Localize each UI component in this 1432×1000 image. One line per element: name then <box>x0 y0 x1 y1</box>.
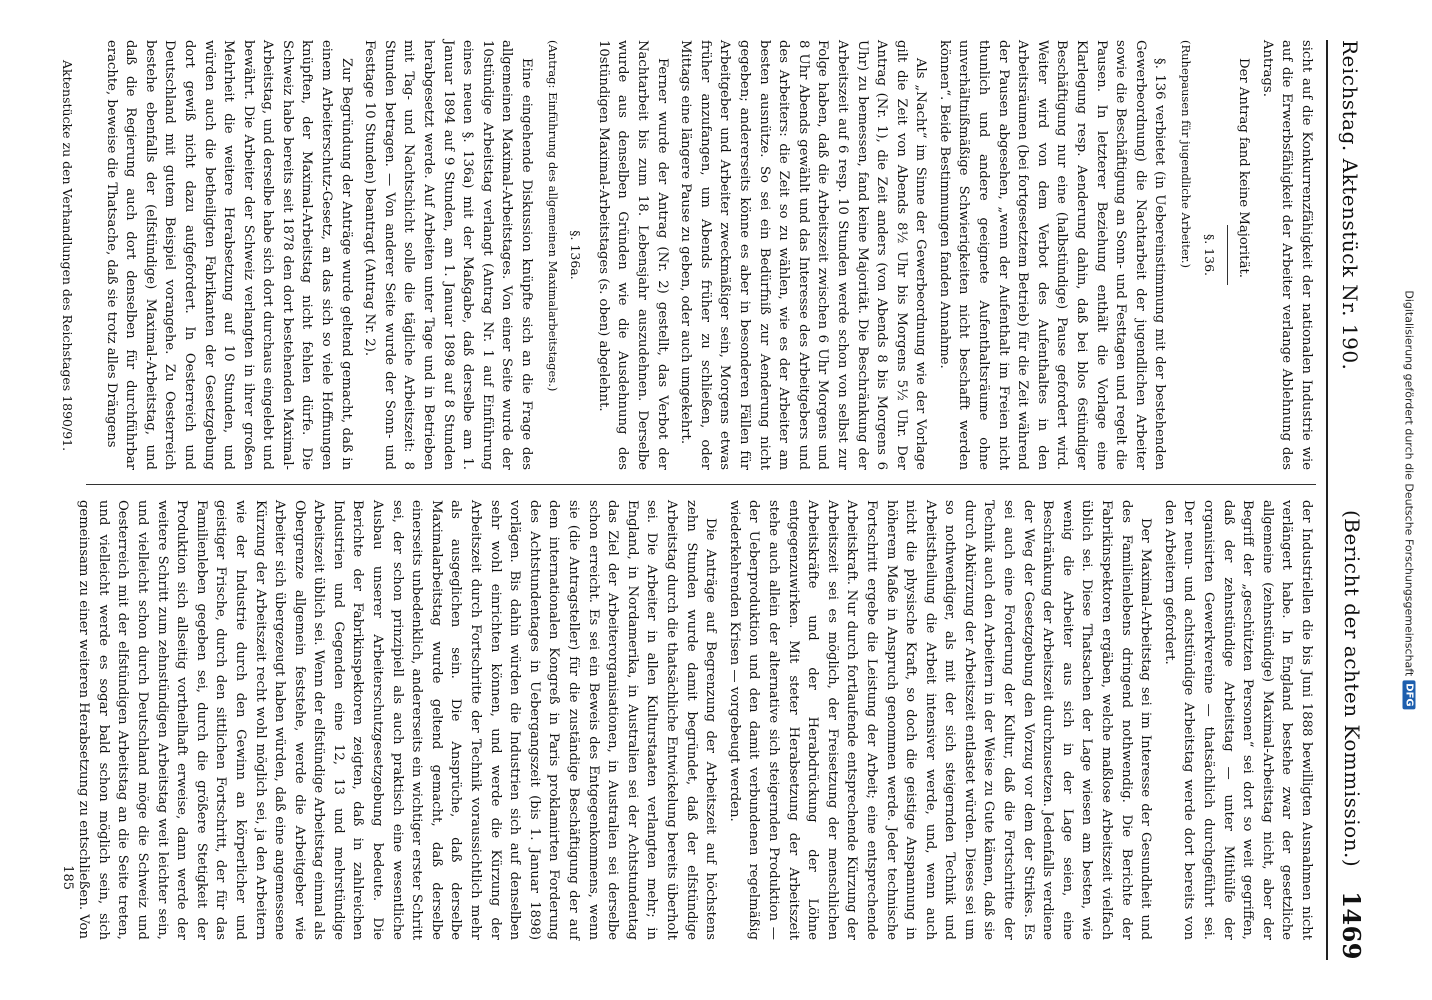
digitization-credit-text: Digitalisierung gefördert durch die Deutsche Forschungsgemeinschaft <box>1402 290 1416 677</box>
header-reichstag: Reichstag. <box>1338 40 1362 152</box>
section-note: (Ruhepausen für jugendliche Arbeiter.) <box>1179 40 1194 268</box>
section-heading: §. 136. <box>1201 233 1217 277</box>
paragraph: Der Antrag fand keine Majorität. <box>1236 58 1252 278</box>
header-left <box>1338 40 1362 370</box>
header-title: (Bericht der achten Kommission.) <box>1340 510 1364 868</box>
section-heading: §. 136a. <box>568 230 584 280</box>
paragraph: der Industriellen die bis Juni 1888 bewilligten Ausnahmen nicht verlängert habe. In England bestehe zwar der gesetzliche allgemeine (zehnstündige) Maximal-Arbeitstag nicht, aber der Begriff der „geschützten Personen“ sei dort so weit gegriffen, daß der zehnstündige Arbeitstag — unter Mithülfe der organisirten Gewerkvereine — thatsächlich durchgeführt sei. Der neun- und achtstündige Arbeitstag werde dort bereits von den Arbeitern gefordert. <box>1161 500 1314 940</box>
digitization-credit <box>1403 290 1416 709</box>
paragraph: Zur Begründung der Anträge wurde geltend gemacht, daß in einem Arbeiterschutz-Gesetz, an das sich so viele Hoffnungen knüpften, der Maximal-Arbeitstag nicht fehlen dürfe. Die Schweiz habe bereits seit 1878 den dort bestehenden Maximal-Arbeitstag, und derselbe habe sich dort durchaus eingelebt und bewährt. Die Arbeiter der Schweiz verlangten in ihrer großen Mehrheit die weitere Herabsetzung auf 10 Stunden, und würden auch die betheiligten Fabrikanten der Gesetzgebung dort gewiß nicht dazu aufgefordert. In Oesterreich und Deutschland mit gutem Beispiel vorangehe. Zu Oesterreich bestehe ebenfalls der (elfstündige) Maximal-Arbeitstag, und daß die Regierung auch dort denselben für durchführbar erachte, beweise die Thatsache, daß sie trotz alles Drängens <box>103 40 354 470</box>
column-divider <box>86 484 1316 485</box>
right-column <box>76 500 1316 940</box>
paragraph: Die Anträge auf Begrenzung der Arbeitszeit auf höchstens zehn Stunden wurde damit begründet, daß der elfstündige Arbeitstag durch die thatsächliche Entwickelung bereits überholt sei. Die Arbeiter in allen Kulturstaaten verlangten mehr; in England, in Nordamerika, in Australien sei der Achtstundentag das Ziel der Arbeiterorganisationen, in Australien sei derselbe schon erreicht. Es sei ein Beweis des Entgegenkommens, wenn sie (die Antragsteller) für die zuständige Beschäftigung der auf dem internationalen Kongreß in Paris proklamirten Forderung des Achtstundentages in Uebergangszeit (bis 1. Januar 1898) vorlägen. Bis dahin würden die Industrien sich auf denselben sehr wohl einrichten können, und werde die Kürzung der Arbeitszeit durch Fortschritte der Technik voraussichtlich mehr als ausgeglichen sein. Die Ansprüche, daß derselbe Maximalarbeitstag wurde geltend gemacht, daß derselbe einerseits unbedenklich, andererseits ein wichtiger erster Schritt sei, der schon prinzipiell als auch praktisch eine wesentliche Ausbau unserer Arbeiterschutzgesetzgebung bedeute. Die Berichte der Fabrikinspektoren zeigten, daß in zahlreichen Industrien und Gegenden eine 12, 13 und mehrstündige Arbeitszeit üblich sei. Wenn der elfstündige Arbeitstag einmal als Obergrenze allgemein feststehe, werde die Arbeitgeber wie Arbeiter sich übergezeugt haben würden, daß eine angemessene Kürzung der Arbeitszeit recht wohl möglich sei, ja den Arbeitern wie der Industrie durch den Gewinn an körperlicher und geistiger Frische, durch den sittlichen Fortschritt, der für das Familienleben gegeben sei, durch die größere Stetigkeit der Produktion sich allseitig vortheilhaft erweise, dann werde der weitere Schritt zum zehnstündigen Arbeitstag weit leichter sein, und vielleicht schon durch Deutschland möge die Schweiz und Oesterreich mit der elfstündigen Arbeitstag an die Seite treten, und vielleicht werde es sogar bald schon möglich sein, sich gemeinsam zu einer weiteren Herabsetzung zu entschließen. Von <box>76 500 719 940</box>
page-number: 1469 <box>1337 891 1366 960</box>
section-note: (Antrag: Einführung des allgemeinen Maximalarbeitstages.) <box>545 40 560 392</box>
paragraph: Als „Nacht“ im Sinne der Gewerbeordnung wie der Vorlage gilt die Zeit von Abends 8½ Uhr bis Morgens 5½ Uhr. Der Antrag (Nr. 1), die Zeit anders (von Abends 8 bis Morgens 6 Uhr) zu bemessen, fand keine Majorität. Die Beschränkung der Arbeitszeit auf 6 resp. 10 Stunden werde schon von selbst zur Folge haben, daß die Arbeitszeit zwischen 6 Uhr Morgens und 8 Uhr Abends gewählt und das Interesse des Arbeitgebers und des Arbeiters: die Zeit so zu wählen, wie es der Arbeiter am besten ausnütze. So sei ein Bedürfniß zur Aenderung nicht gegeben; andererseits könne es aber in besonderen Fällen für Arbeitgeber und Arbeiter zweckmäßiger sein, Morgens etwas früher anzufangen, um Abends früher zu schließen, oder Mittags eine längere Pause zu geben, oder auch umgekehrt. <box>678 40 929 470</box>
footer-sheet-number: 185 <box>60 865 75 890</box>
document-page <box>16 0 1416 1000</box>
dfg-logo: DFG <box>1403 680 1416 709</box>
section-divider <box>1227 225 1228 285</box>
paragraph: §. 136 verbietet (in Uebereinstimmung mit der bestehenden Gewerbeordnung) die Nachtarbeit der jugendlichen Arbeiter sowie die Beschäftigung an Sonn- und Festtagen und regelt die Pausen. In letzterer Beziehung enthält die Vorlage eine Klarlegung resp. Aenderung dahin, daß bei blos 6stündiger Beschäftigung nur eine (halbstündige) Pause gefordert wird. Weiter wird von dem Verbot des Aufenthaltes in den Arbeitsräumen (bei fortgesetztem Betrieb) für die Zeit während der Pausen abgesehen, „wenn der Aufenthalt im Freien nicht thunlich und andere geeignete Aufenthaltsräume ohne unverhältnißmäßige Schwierigkeiten nicht beschafft werden können“. Beide Bestimmungen fanden Annahme. <box>936 40 1168 470</box>
header-rule <box>1326 40 1328 960</box>
page-header <box>1330 40 1366 960</box>
left-column <box>86 40 1316 470</box>
paragraph: Eine eingehende Diskussion knüpfte sich an die Frage des allgemeinen Maximal-Arbeitstages. Von einer Seite wurde der 10stündige Arbeitstag verlangt (Antrag Nr. 1 auf Einführung eines neuen §. 136a) mit der Maßgabe, daß derselbe am 1. Januar 1894 auf 9 Stunden, am 1. Januar 1898 auf 8 Stunden herabgesetzt werde. Auf Arbeiten unter Tage und in Betrieben mit Tag- und Nachtschicht solle die tägliche Arbeitszeit: 8 Stunden betragen. — Von anderer Seite wurde der Sonn- und Festtage 10 Stunden) beantragt (Antrag Nr. 2). <box>362 40 535 470</box>
paragraph: Der Maximal-Arbeitstag sei im Interesse der Gesundheit und des Familienlebens dringend nothwendig. Die Berichte der Fabrikinspektoren ergäben, welche maßlose Arbeitszeit vielfach üblich sei. Diese Thatsachen der Lage wiesen am besten, wie wenig die Arbeiter aus sich in der Lage seien, eine Beschränkung der Arbeitszeit durchzusetzen. Jedenfalls verdiene der Weg der Gesetzgebung den Vorzug vor dem der Strikes. Es sei auch eine Forderung der Kultur, daß die Fortschritte der Technik auch den Arbeitern in der Weise zu Gute kämen, daß sie durch Abkürzung der Arbeitszeit entlastet würden. Dieses sei um so nothwendiger, als mit der sich steigernden Technik und Arbeitstheilung die Arbeit intensiver werde, und, wenn auch nicht die physische Kraft, so doch die geistige Anspannung in höherem Maße in Anspruch genommen werde. Jeder technische Fortschritt ergebe die Leistung der Arbeit; eine entsprechende Arbeitskraft. Nur durch fortlaufende entsprechende Kürzung der Arbeitszeit sei es möglich, der Freisetzung der menschlichen Arbeitskräfte und der Herabdrückung der Löhne entgegenzuwirken. Mit steter Herabsetzung der Arbeitszeit stehe auch allein der alternative sich steigernden Produktion — der Ueberproduktion und den damit verbundenen regelmäßig wiederkehrenden Krisen — vorgebeugt werden. <box>726 500 1154 940</box>
header-aktenstueck: Aktenstück Nr. 190. <box>1338 158 1362 371</box>
paragraph: Ferner wurde der Antrag (Nr. 2) gestellt, das Verbot der Nachtarbeit bis zum 18. Lebensjahr auszudehnen. Derselbe wurde aus denselben Gründen wie die Ausdehnung des 10stündigen Maximal-Arbeitstages (s. oben) abgelehnt. <box>595 40 670 470</box>
footer-source: Aktenstücke zu den Verhandlungen des Reichstages 1890/91. <box>60 60 75 452</box>
paragraph: sicht auf die Konkurrenzfähigkeit der nationalen Industrie wie auf die Erwerbsfähigkeit der Arbeiter verlange Ablehnung des Antrags. <box>1259 40 1314 470</box>
